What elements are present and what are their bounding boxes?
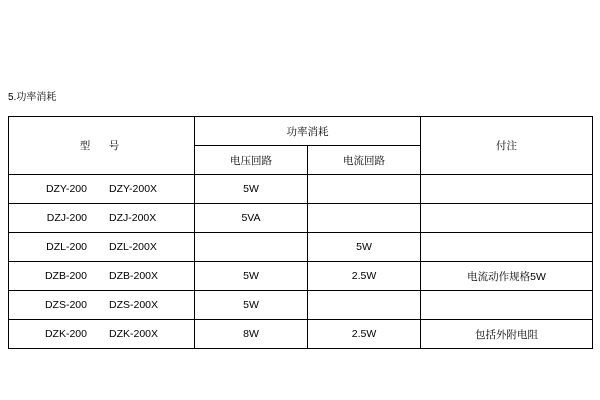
- header-model: 型 号: [9, 117, 195, 175]
- model-code-primary: DZJ-200: [46, 212, 87, 224]
- cell-current-circuit: 2.5W: [308, 262, 421, 291]
- cell-voltage-circuit: 8W: [195, 320, 308, 349]
- cell-voltage-circuit: [195, 233, 308, 262]
- cell-current-circuit: [308, 175, 421, 204]
- table-body: [9, 175, 593, 349]
- cell-note: 电流动作规格5W: [421, 262, 593, 291]
- table-row: [9, 204, 593, 233]
- cell-current-circuit: [308, 291, 421, 320]
- header-power-consumption: 功率消耗: [195, 117, 421, 146]
- cell-model: [9, 262, 195, 291]
- header-note: 付注: [421, 117, 593, 175]
- model-code-primary: DZB-200: [44, 270, 87, 282]
- cell-note: [421, 291, 593, 320]
- cell-note: [421, 175, 593, 204]
- cell-current-circuit: 2.5W: [308, 320, 421, 349]
- model-code-variant: DZB-200X: [108, 270, 159, 282]
- model-code-primary: DZL-200: [46, 241, 87, 253]
- cell-model: [9, 204, 195, 233]
- model-code-variant: DZL-200X: [109, 241, 157, 253]
- model-code-variant: DZK-200X: [108, 328, 159, 340]
- cell-voltage-circuit: 5W: [195, 291, 308, 320]
- cell-model: [9, 291, 195, 320]
- model-code-variant: DZJ-200X: [109, 212, 157, 224]
- model-code-variant: DZS-200X: [108, 299, 159, 311]
- header-voltage-circuit: 电压回路: [195, 146, 308, 175]
- cell-current-circuit: 5W: [308, 233, 421, 262]
- power-consumption-table-wrap: [8, 116, 592, 349]
- cell-note: [421, 233, 593, 262]
- cell-note: 包括外附电阻: [421, 320, 593, 349]
- model-code-variant: DZY-200X: [109, 183, 158, 195]
- table-head: [9, 117, 593, 175]
- table-row: [9, 233, 593, 262]
- cell-model: [9, 320, 195, 349]
- table-row: [9, 320, 593, 349]
- model-code-primary: DZK-200: [44, 328, 87, 340]
- table-row: [9, 262, 593, 291]
- header-current-circuit: 电流回路: [308, 146, 421, 175]
- power-consumption-table: [8, 116, 593, 349]
- table-row: [9, 291, 593, 320]
- cell-model: [9, 175, 195, 204]
- cell-model: [9, 233, 195, 262]
- model-code-primary: DZS-200: [44, 299, 87, 311]
- model-code-primary: DZY-200: [45, 183, 87, 195]
- table-row: [9, 175, 593, 204]
- cell-voltage-circuit: 5VA: [195, 204, 308, 233]
- table-header-row-1: [9, 117, 593, 146]
- cell-voltage-circuit: 5W: [195, 175, 308, 204]
- cell-voltage-circuit: 5W: [195, 262, 308, 291]
- cell-current-circuit: [308, 204, 421, 233]
- cell-note: [421, 204, 593, 233]
- section-heading: 5.功率消耗: [8, 92, 57, 103]
